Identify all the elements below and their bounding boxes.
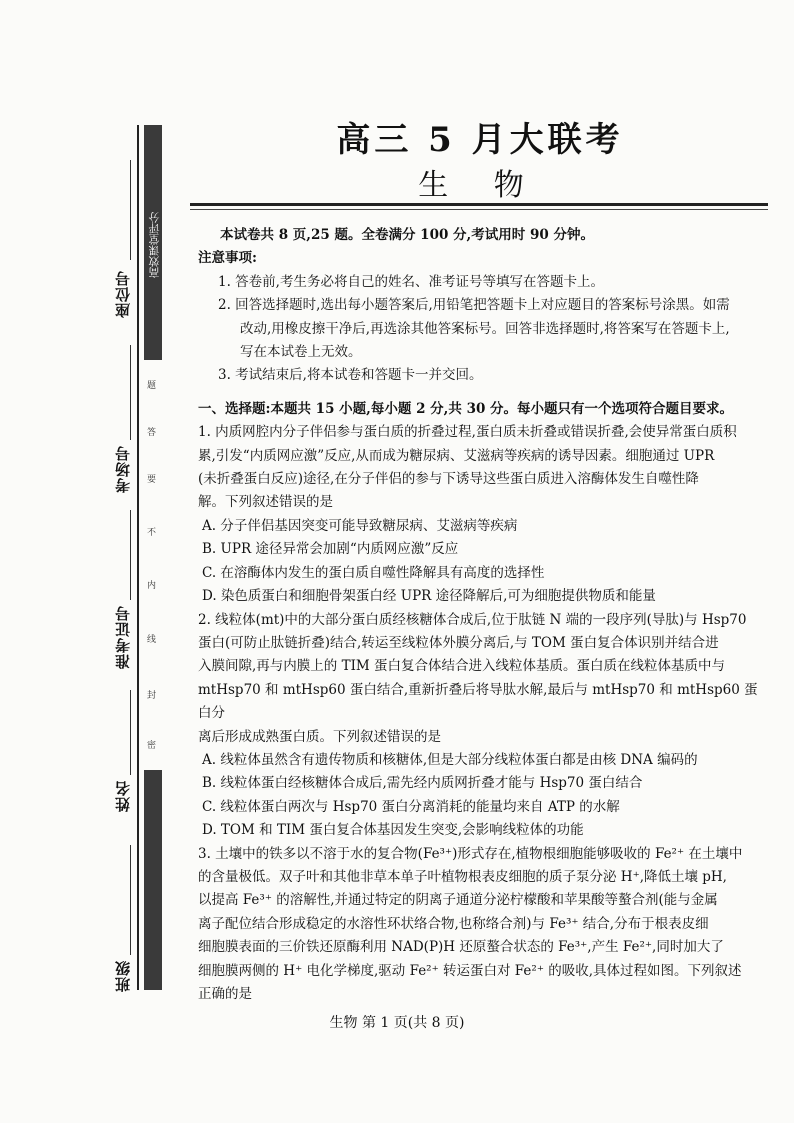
question-stem-line: 细胞膜表面的三价铁还原酶利用 NAD(P)H 还原螯合状态的 Fe³⁺,产生 Fe²⁺,同时加大了: [198, 939, 724, 956]
question-stem-line: 解。下列叙述错误的是: [198, 494, 333, 511]
question-stem-line: 累,引发“内质网应激”反应,从而成为糖尿病、艾滋病等疾病的诱导因素。细胞通过 UPR: [198, 447, 715, 464]
name-label: 姓名: [114, 780, 132, 812]
header-rule-thin: [190, 209, 768, 210]
option-a: A. 分子伴侣基因突变可能导致糖尿病、艾滋病等疾病: [202, 517, 518, 534]
seal-char: 封: [147, 691, 157, 701]
seal-char: 答: [147, 428, 157, 438]
exam-room-label: 考场号: [114, 445, 132, 493]
option-b: B. 线粒体蛋白经核糖体合成后,需先经内质网折叠才能与 Hsp70 蛋白结合: [202, 775, 643, 792]
question-stem-line: 3. 土壤中的铁多以不溶于水的复合物(Fe³⁺)形式存在,植物根细胞能够吸收的 Fe²⁺ 在土壤中: [198, 845, 743, 862]
class-label: 班级: [114, 960, 132, 992]
seal-char: 密: [147, 741, 157, 751]
question-stem-line: 蛋白(可防止肽链折叠)结合,转运至线粒体外膜分离后,与 TOM 蛋白复合体识别并结合进: [198, 634, 719, 651]
sidebar-bottom-bar: [144, 770, 162, 990]
question-stem-line: 1. 内质网腔内分子伴侣参与蛋白质的折叠过程,蛋白质未折叠或错误折叠,会使异常蛋白质积: [198, 424, 737, 441]
question-stem-line: 细胞膜两侧的 H⁺ 电化学梯度,驱动 Fe²⁺ 转运蛋白对 Fe²⁺ 的吸收,具体过程如图。下列叙述: [198, 962, 742, 979]
section-heading: 一、选择题:本题共 15 小题,每小题 2 分,共 30 分。每小题只有一个选项符合题目要求。: [198, 400, 734, 417]
question-stem-line: 离子配位结合形成稳定的水溶性环状络合物,也称络合剂)与 Fe³⁺ 结合,分布于根表皮细: [198, 915, 709, 932]
exam-room-line: [130, 345, 131, 440]
question-stem-line: 2. 线粒体(mt)中的大部分蛋白质经核糖体合成后,位于肽链 N 端的一段序列(导肽)与 Hsp70: [198, 611, 747, 628]
seal-char: 不: [147, 528, 157, 538]
question-stem-line: 入膜间隙,再与内膜上的 TIM 蛋白复合体结合进入线粒体基质。蛋白质在线粒体基质中与: [198, 658, 726, 675]
seal-char: 内: [147, 581, 157, 591]
exam-header: [190, 118, 770, 206]
option-d: D. TOM 和 TIM 蛋白复合体基因发生突变,会影响线粒体的功能: [202, 822, 584, 839]
notice-item: 3. 考试结束后,将本试卷和答题卡一并交回。: [218, 367, 483, 384]
notice-item: 1. 答卷前,考生务必将自己的姓名、准考证号等填写在答题卡上。: [218, 273, 604, 290]
notice-item-continued: 写在本试卷上无效。: [240, 344, 362, 361]
question-stem-line: 以提高 Fe³⁺ 的溶解性,并通过特定的阴离子通道分泌柠檬酸和苹果酸等螯合剂(能与金属: [198, 892, 718, 909]
page-footer: 生物 第 1 页(共 8 页): [329, 1015, 465, 1031]
seal-char: 线: [147, 635, 157, 645]
exam-content: [198, 224, 768, 1006]
seat-number-label: 座位号: [114, 270, 132, 318]
notice-heading: 注意事项:: [198, 250, 257, 267]
question-stem-line: 离后形成成熟蛋白质。下列叙述错误的是: [198, 728, 441, 745]
question-1: [198, 421, 768, 608]
option-b: B. UPR 途径异常会加剧“内质网应激”反应: [202, 541, 459, 558]
admission-number-label: 准考证号: [114, 605, 132, 669]
question-stem-line: 的含量极低。双子叶和其他非草本单子叶植物根表皮细胞的质子泵分泌 H⁺,降低土壤 pH,: [198, 868, 727, 885]
name-line: [130, 690, 131, 775]
seal-char: 题: [147, 381, 157, 391]
exam-intro: 本试卷共 8 页,25 题。全卷满分 100 分,考试用时 90 分钟。: [220, 227, 594, 243]
option-c: C. 在溶酶体内发生的蛋白质自噬性降解具有高度的选择性: [202, 564, 545, 581]
class-line: [130, 845, 131, 955]
question-stem-line: (未折叠蛋白反应)途径,在分子伴侣的参与下诱导这些蛋白质进入溶酶体发生自噬性降: [198, 471, 699, 488]
sidebar-top-bar-text: 高效课堂评分: [148, 212, 161, 278]
binding-line: [137, 125, 139, 990]
seal-char: 要: [147, 475, 157, 485]
question-2: [198, 609, 768, 843]
exam-title: 高三 5 月大联考: [336, 120, 624, 160]
header-rule: [190, 203, 768, 206]
notice-item-continued: 改动,用橡皮擦干净后,再选涂其他答案标号。回答非选择题时,将答案写在答题卡上,: [240, 320, 730, 337]
exam-subject: 生 物: [418, 168, 542, 203]
admission-number-line: [130, 510, 131, 600]
option-c: C. 线粒体蛋白两次与 Hsp70 蛋白分离消耗的能量均来自 ATP 的水解: [202, 798, 620, 815]
question-stem-line: 正确的是: [198, 986, 252, 1002]
question-3: [198, 843, 768, 1007]
notice-item: 2. 回答选择题时,选出每小题答案后,用铅笔把答题卡上对应题目的答案标号涂黑。如需: [218, 297, 730, 314]
seat-number-line: [130, 160, 131, 260]
option-a: A. 线粒体虽然含有遗传物质和核糖体,但是大部分线粒体蛋白都是由核 DNA 编码的: [202, 751, 698, 768]
option-d: D. 染色质蛋白和细胞骨架蛋白经 UPR 途径降解后,可为细胞提供物质和能量: [202, 588, 656, 605]
question-stem-line: mtHsp70 和 mtHsp60 蛋白结合,重新折叠后将导肽水解,最后与 mtHsp70 和 mtHsp60 蛋白分: [198, 681, 758, 722]
